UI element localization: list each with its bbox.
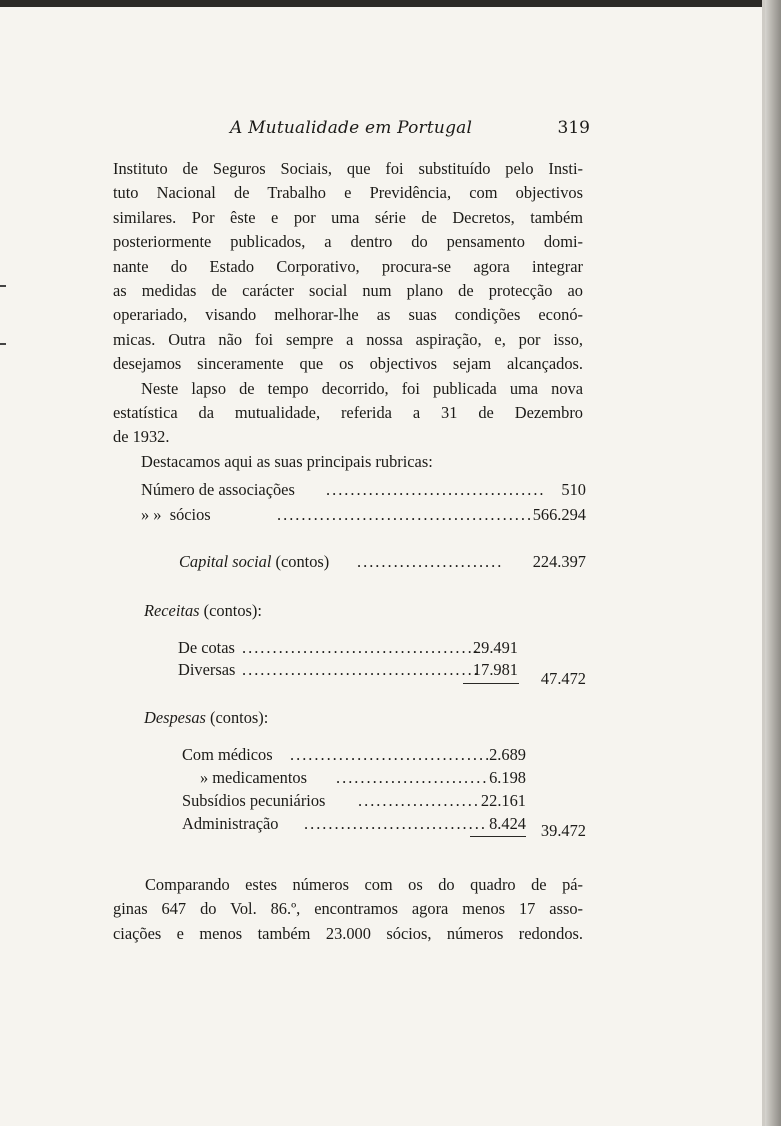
dot-leader: .................................... [326,480,546,499]
margin-mark [0,343,6,345]
paragraph-1 [113,157,583,377]
total-value: 47.472 [540,669,586,688]
text-line: ginas 647 do Vol. 86.º, encontramos agora menos 17 asso- [113,899,583,919]
text-line: de 1932. [113,427,170,447]
text-line: Destacamos aqui as suas principais rubricas: [141,451,433,471]
item-value: 8.424 [489,814,526,833]
sum-rule [470,836,526,837]
body-text [113,157,583,474]
heading-text [144,708,268,728]
paragraph-4 [113,873,583,946]
ditto-mark: » » [141,505,162,524]
item-label: De cotas [178,638,235,657]
despesas-row [182,768,526,792]
despesas-total [520,821,586,845]
heading-italic: Receitas [144,601,200,620]
stat-value: 224.397 [532,552,586,571]
stat-row-socios [141,505,586,529]
item-value: 29.491 [472,638,518,657]
dot-leader: ........................ [357,552,504,571]
stat-label-rest: (contos) [275,552,330,571]
item-label: » medicamentos [200,768,307,787]
dot-leader: ....................................... [242,638,480,657]
despesas-row [182,791,526,815]
item-label: Com médicos [182,745,273,764]
item-value: 22.161 [480,791,526,810]
dot-leader: ....................................... [242,660,480,679]
item-label: Administração [182,814,279,833]
text-line: Neste lapso de tempo decorrido, foi publicada uma nova [141,378,583,398]
body-text-bottom [113,873,583,946]
page-top-shadow [0,0,781,7]
item-label: Subsídios pecuniários [182,791,326,810]
receitas-total [520,669,586,693]
margin-mark [0,285,6,287]
dot-leader: .............................. [304,814,487,833]
heading-italic: Despesas [144,708,206,727]
heading-rest: (contos): [203,601,262,620]
item-value: 2.689 [489,745,526,764]
receitas-heading [144,601,444,625]
despesas-heading [144,708,444,732]
text-line: Instituto de Seguros Sociais, que foi substituído pelo Insti- [113,159,583,178]
paragraph-3 [113,450,583,474]
text-line: similares. Por êste e por uma série de Decretos, também [113,207,583,227]
text-line: as medidas de carácter social num plano de protecção ao [113,281,583,301]
receitas-row [178,638,518,662]
stat-label [179,552,329,572]
text-line: micas. Outra não foi sempre a nossa aspiração, e, por isso, [113,329,583,349]
text-line: estatística da mutualidade, referida a 31 de Dezembro [113,403,583,423]
item-value: 17.981 [472,660,518,679]
stat-row-associacoes [141,480,586,504]
page-number: 319 [557,118,590,138]
text-line: nante do Estado Corporativo, procura-se agora integrar [113,256,583,276]
dot-leader: .................... [358,791,480,810]
sum-rule [463,683,519,684]
running-title: A Mutualidade em Portugal [230,118,473,138]
text-line: Comparando estes números com os do quadro de pá- [145,875,583,894]
page-header [230,118,590,142]
stat-label-italic: Capital social [179,552,272,571]
stat-value: 566.294 [532,505,586,524]
dot-leader: ................................. [290,745,492,764]
text-line: posteriormente publicados, a dentro do pensamento domi- [113,232,583,252]
total-value: 39.472 [540,821,586,840]
item-label: Diversas [178,660,236,679]
text-line: ciações e menos também 23.000 sócios, números redondos. [113,923,583,943]
stat-row-capital [179,552,586,576]
heading-text [144,601,262,621]
despesas-row [182,745,526,769]
stat-value: 510 [561,480,586,499]
heading-rest: (contos): [210,708,269,727]
item-value: 6.198 [489,768,526,787]
stat-label-text: sócios [169,505,211,524]
text-line: operariado, visando melhorar-lhe as suas condições econó- [113,305,583,325]
stat-label [141,505,211,525]
text-line: desejamos sinceramente que os objectivos sejam alcançados. [113,354,583,374]
dot-leader: ......................... [336,768,489,787]
paragraph-2 [113,377,583,450]
book-edge [765,0,781,1126]
text-line: tuto Nacional de Trabalho e Previdência, com objectivos [113,183,583,203]
dot-leader: .......................................... [277,505,534,524]
despesas-row [182,814,526,838]
stat-label: Número de associações [141,480,295,499]
receitas-row [178,660,518,684]
